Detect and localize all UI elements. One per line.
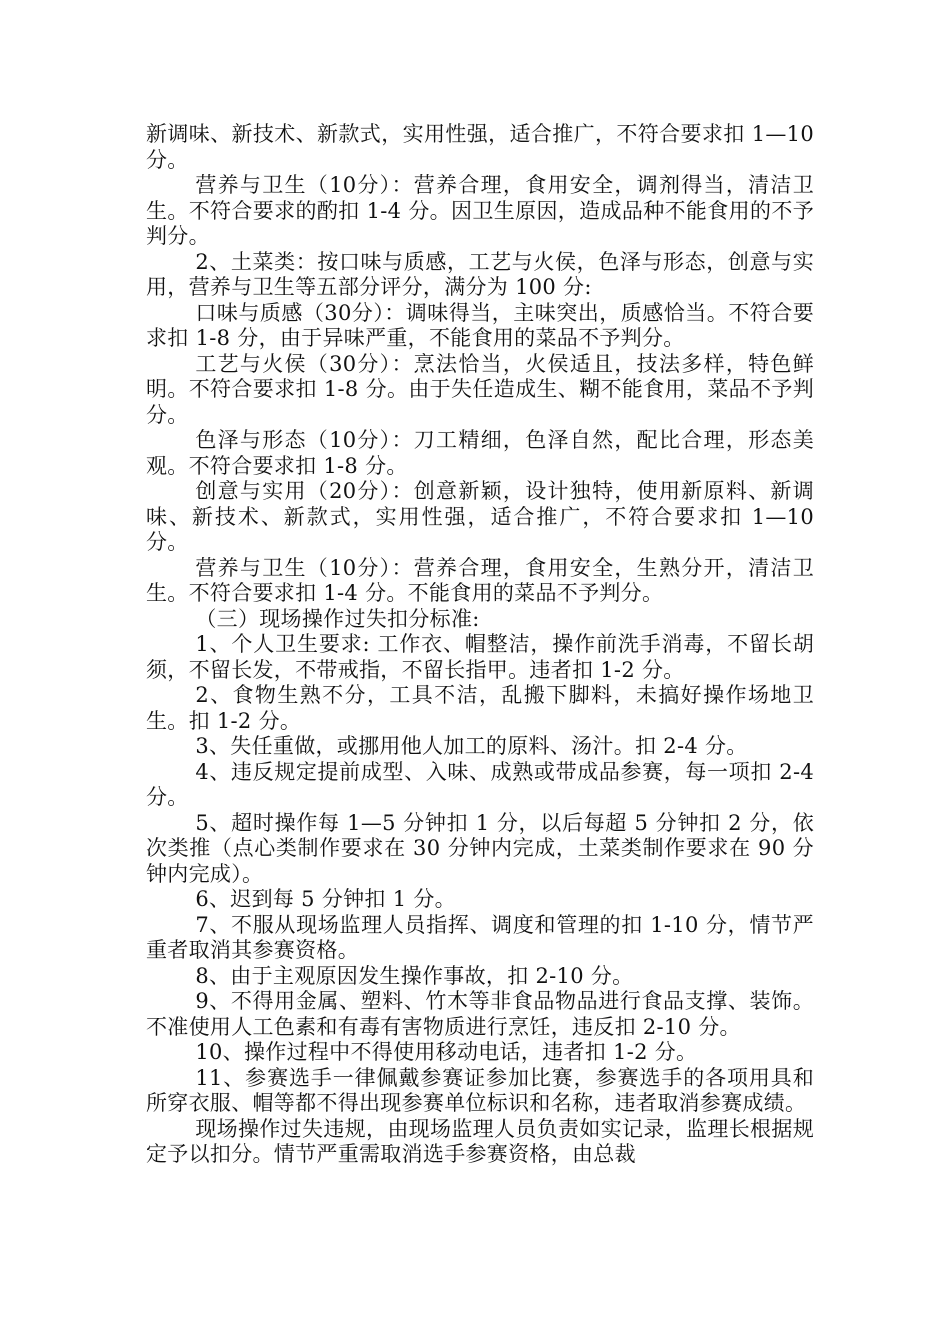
paragraph-local-dish-category: 2、土菜类：按口味与质感，工艺与火侯，色泽与形态，创意与实用，营养与卫生等五部分评分，满分为 100 分:: [146, 249, 814, 299]
paragraph-creativity-practicality: 创意与实用（20分）：创意新颖，设计独特，使用新原料、新调味、新技术、新款式，实用性强，适合推广，不符合要求扣 1—10 分。: [146, 479, 821, 554]
rule-item-11: 11、参赛选手一律佩戴参赛证参加比赛，参赛选手的各项用具和所穿衣服、帽等都不得出现参赛单位标识和名称，违者取消参赛成绩。: [146, 1065, 814, 1115]
document-page: [146, 122, 821, 1168]
rule-item-1: 1、个人卫生要求: 工作衣、帽整洁，操作前洗手消毒，不留长胡须，不留长发，不带戒指，不留长指甲。违者扣 1-2 分。: [146, 632, 814, 682]
rule-item-8: 8、由于主观原因发生操作事故，扣 2-10 分。: [195, 963, 634, 988]
paragraph-violation-handling: 现场操作过失违规，由现场监理人员负责如实记录，监理长根据规定予以扣分。情节严重需取消选手参赛资格，由总裁: [146, 1116, 814, 1166]
rule-item-6: 6、迟到每 5 分钟扣 1 分。: [195, 887, 456, 911]
paragraph-color-shape: 色泽与形态（10分）：刀工精细，色泽自然，配比合理，形态美观。不符合要求扣 1-8 分。: [146, 428, 814, 478]
section-heading-onsite-deductions: （三）现场操作过失扣分标准:: [195, 606, 480, 631]
rule-item-2: 2、食物生熟不分，工具不洁，乱搬下脚料，未搞好操作场地卫生。扣 1-2 分。: [146, 683, 814, 733]
paragraph-taste-texture: 口味与质感（30分）：调味得当，主味突出，质感恰当。不符合要求扣 1-8 分，由于异味严重，不能食用的菜品不予判分。: [146, 300, 814, 350]
rule-item-10: 10、操作过程中不得使用移动电话，违者扣 1-2 分。: [195, 1040, 698, 1064]
rule-item-5: 5、超时操作每 1—5 分钟扣 1 分，以后每超 5 分钟扣 2 分，依次类推（点心类制作要求在 30 分钟内完成，土菜类制作要求在 90 分钟内完成）。: [146, 810, 814, 886]
paragraph-continuation: 新调味、新技术、新款式，实用性强，适合推广，不符合要求扣 1—10 分。: [146, 122, 821, 172]
rule-item-4: 4、违反规定提前成型、入味、成熟或带成品参赛，每一项扣 2-4 分。: [146, 759, 821, 809]
paragraph-craft-heat: 工艺与火侯（30分）：烹法恰当，火侯适且，技法多样，特色鲜明。不符合要求扣 1-8 分。由于失任造成生、糊不能食用，菜品不予判分。: [146, 351, 814, 427]
paragraph-nutrition-hygiene-dessert: 营养与卫生（10分）：营养合理，食用安全，调剂得当，清洁卫生。不符合要求的酌扣 1-4 分。因卫生原因，造成品种不能食用的不予判分。: [146, 173, 814, 248]
rule-item-3: 3、失任重做，或挪用他人加工的原料、汤汁。扣 2-4 分。: [195, 734, 748, 758]
paragraph-nutrition-hygiene-local: 营养与卫生（10分）：营养合理，食用安全，生熟分开，清洁卫生。不符合要求扣 1-4 分。不能食用的菜品不予判分。: [146, 555, 814, 605]
rule-item-7: 7、不服从现场监理人员指挥、调度和管理的扣 1-10 分，情节严重者取消其参赛资格。: [146, 912, 814, 962]
rule-item-9: 9、不得用金属、塑料、竹木等非食品物品进行食品支撑、装饰。不准使用人工色素和有毒有害物质进行烹饪，违反扣 2-10 分。: [146, 989, 814, 1039]
